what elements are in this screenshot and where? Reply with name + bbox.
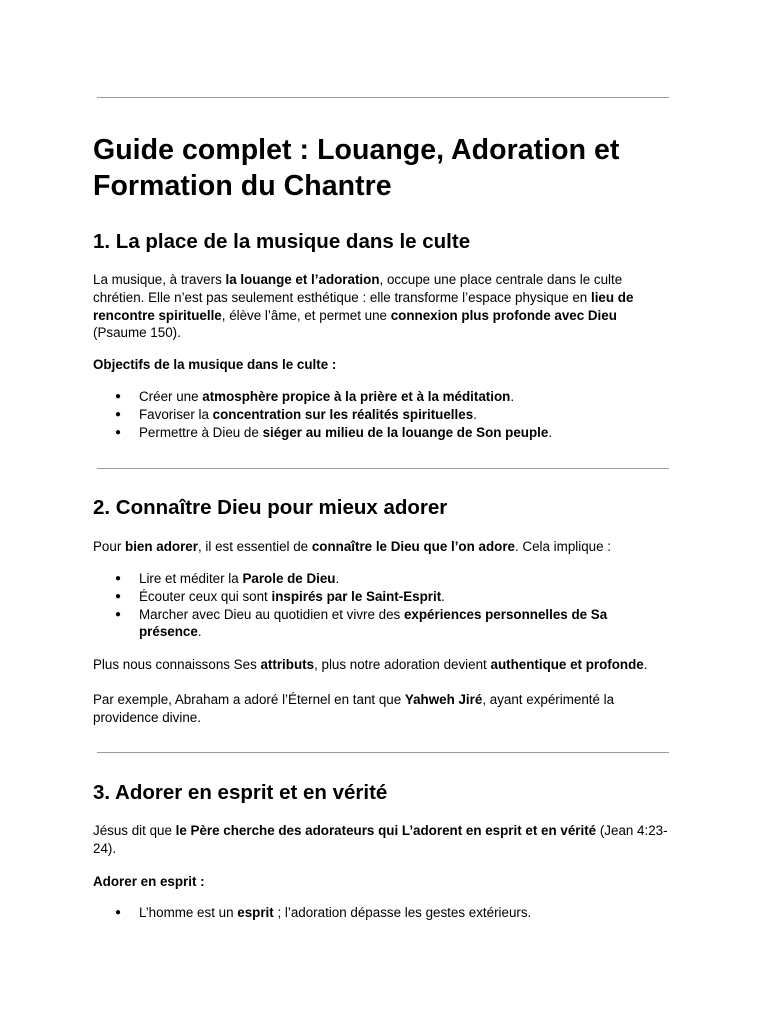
list-item: ● L’homme est un esprit ; l’adoration dépasse les gestes extérieurs. <box>115 905 532 920</box>
bold-text: bien adorer <box>125 539 198 554</box>
section-2-paragraph: Pour bien adorer, il est essentiel de connaître le Dieu que l’on adore. Cela implique : <box>93 539 611 554</box>
bold-text: siéger au milieu de la louange de Son peuple <box>262 424 549 440</box>
bold-text: connaître le Dieu que l’on adore <box>311 539 515 554</box>
bold-text: le Père cherche des adorateurs qui L’adorent en esprit et en vérité <box>175 823 597 838</box>
bullet-icon: ● <box>115 608 122 620</box>
horizontal-rule <box>97 468 669 469</box>
section-2-heading: 2. Connaître Dieu pour mieux adorer <box>93 496 448 519</box>
bold-text: Parole de Dieu <box>242 571 336 586</box>
bullet-icon: ● <box>115 426 122 438</box>
bullet-icon: ● <box>115 408 122 420</box>
bold-text: attributs <box>260 657 315 672</box>
bold-text: lieu de rencontre spirituelle <box>93 289 634 323</box>
horizontal-rule <box>97 97 669 98</box>
bold-text: connexion plus profonde avec Dieu <box>390 307 617 323</box>
bold-text: inspirés par le Saint-Esprit <box>271 588 442 604</box>
bold-text: la louange et l’adoration <box>225 272 380 287</box>
list-item: ● Écouter ceux qui sont inspirés par le Saint-Esprit. <box>115 588 445 604</box>
section-1-list <box>93 388 671 441</box>
bold-text: concentration sur les réalités spirituelles <box>212 406 474 422</box>
section-3-label: Adorer en esprit : <box>93 874 205 889</box>
list-item: ● Favoriser la concentration sur les réalités spirituelles. <box>115 406 477 422</box>
section-2-paragraph-3: Par exemple, Abraham a adoré l’Éternel en tant que Yahweh Jiré, ayant expérimenté la providence divine. <box>93 692 615 725</box>
list-item: ● Marcher avec Dieu au quotidien et vivre des expériences personnelles de Sa présence. <box>115 606 608 640</box>
list-item: ● Lire et méditer la Parole de Dieu. <box>115 571 340 586</box>
section-1-heading: 1. La place de la musique dans le culte <box>93 230 471 253</box>
list-item: ● Créer une atmosphère propice à la prière et à la méditation. <box>115 389 515 404</box>
section-1-paragraph: La musique, à travers la louange et l’adoration, occupe une place centrale dans le culte chrétien. Elle n’est pas seulement esthétique : elle transforme l’espace physique en lieu de rencontre spirituelle, élève l’âme, et permet une connexion plus profonde avec Dieu (Psaume 150). <box>93 272 634 341</box>
bullet-icon: ● <box>115 391 122 402</box>
bullet-icon: ● <box>115 907 122 918</box>
bold-text: authentique et profonde <box>490 657 644 672</box>
section-1-objectives-label: Objectifs de la musique dans le culte : <box>93 357 337 372</box>
section-3-list <box>93 904 671 922</box>
section-2-list <box>93 570 671 641</box>
bold-text: Yahweh Jiré <box>404 692 483 707</box>
list-item: ● Permettre à Dieu de siéger au milieu de la louange de Son peuple. <box>115 424 553 440</box>
bold-text: atmosphère propice à la prière et à la méditation <box>202 389 511 404</box>
section-3-paragraph: Jésus dit que le Père cherche des adorateurs qui L’adorent en esprit et en vérité (Jean 4:23-24). <box>93 823 668 856</box>
section-2-paragraph-2: Plus nous connaissons Ses attributs, plus notre adoration devient authentique et profonde. <box>93 657 648 672</box>
document-title: Guide complet : Louange, Adoration et Formation du Chantre <box>93 134 620 202</box>
horizontal-rule <box>97 752 669 753</box>
bold-text: expériences personnelles de Sa présence <box>139 606 608 640</box>
section-3-heading: 3. Adorer en esprit et en vérité <box>93 781 388 804</box>
bullet-icon: ● <box>115 590 122 602</box>
bullet-icon: ● <box>115 573 122 584</box>
bold-text: esprit <box>237 905 274 920</box>
